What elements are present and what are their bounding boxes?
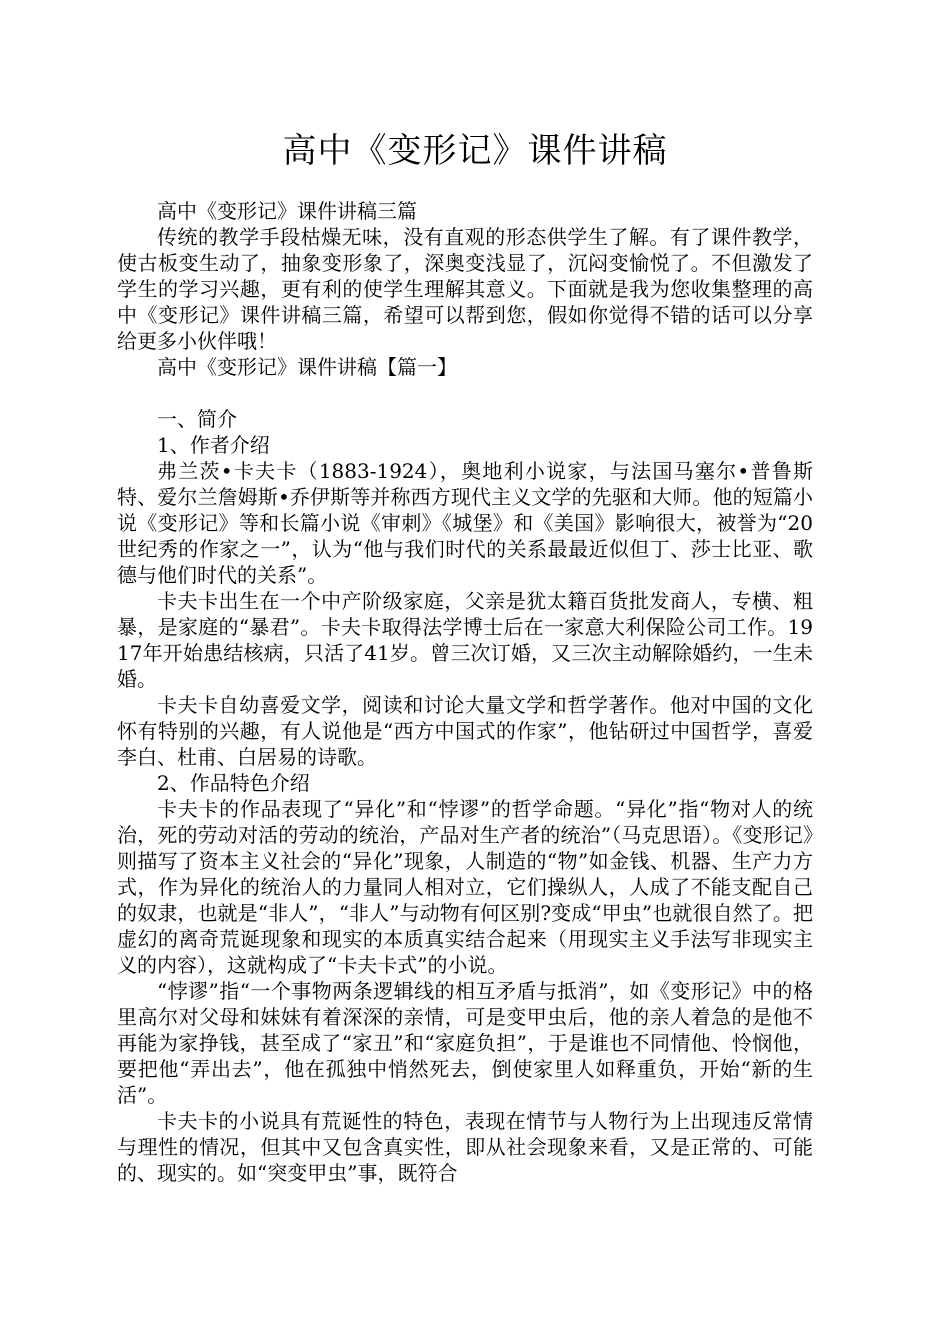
blank-line — [117, 380, 813, 406]
document-body — [117, 198, 813, 1186]
intro-paragraph: 传统的教学手段枯燥无味，没有直观的形态供学生了解。有了课件教学，使古板变生动了，抽象变形象了，深奥变浅显了，沉闷变愉悦了。不但激发了学生的学习兴趣，更有利的使学生理解其意义。下面就是我为您收集整理的高中《变形记》课件讲稿三篇，希望可以帮到您，假如你觉得不错的话可以分享给更多小伙伴哦！ — [117, 225, 813, 353]
document-title: 高中《变形记》课件讲稿 — [282, 131, 668, 171]
author-paragraph-3: 卡夫卡自幼喜爱文学，阅读和讨论大量文学和哲学著作。他对中国的文化怀有特别的兴趣，有人说他是“西方中国式的作家”，他钻研过中国哲学，喜爱李白、杜甫、白居易的诗歌。 — [117, 693, 813, 769]
works-paragraph-2: “悖谬”指“一个事物两条逻辑线的相互矛盾与抵消”，如《变形记》中的格里高尔对父母和妹妹有着深深的亲情，可是变甲虫后，他的亲人着急的是他不再能为家挣钱，甚至成了“家丑”和“家庭负担”，于是谁也不同情他、怜悯他，要把他“弄出去”，他在孤独中悄然死去，倒使家里人如释重负，开始“新的生活”。 — [117, 979, 813, 1107]
heading-author: 1、作者介绍 — [157, 433, 270, 457]
works-paragraph-1: 卡夫卡的作品表现了“异化”和“悖谬”的哲学命题。“异化”指“物对人的统治，死的劳动对活的劳动的统治，产品对生产者的统治”（马克思语）。《变形记》则描写了资本主义社会的“异化”现象，人制造的“物”如金钱、机器、生产力方式，作为异化的统治人的力量同人相对立，它们操纵人，人成了不能支配自己的奴隶，也就是“非人”，“非人”与动物有何区别?变成“甲虫”也就很自然了。把虚幻的离奇荒诞现象和现实的本质真实结合起来（用现实主义手法写非现实主义的内容），这就构成了“卡夫卡式”的小说。 — [117, 797, 813, 977]
author-paragraph-1: 弗兰茨•卡夫卡（1883-1924），奥地利小说家，与法国马塞尔•普鲁斯特、爱尔兰詹姆斯•乔伊斯等并称西方现代主义文学的先驱和大师。他的短篇小说《变形记》等和长篇小说《审刺》《城堡》和《美国》影响很大，被誉为“20世纪秀的作家之一”，认为“他与我们时代的关系最最近似但丁、莎士比亚、歌德与他们时代的关系”。 — [117, 459, 813, 587]
heading-works: 2、作品特色介绍 — [157, 771, 310, 795]
author-paragraph-2: 卡夫卡出生在一个中产阶级家庭，父亲是犹太籍百货批发商人，专横、粗暴，是家庭的“暴君”。卡夫卡取得法学博士后在一家意大利保险公司工作。1917年开始患结核病，只活了41岁。曾三次订婚，又三次主动解除婚约，一生未婚。 — [117, 589, 813, 691]
works-paragraph-3: 卡夫卡的小说具有荒诞性的特色，表现在情节与人物行为上出现违反常情与理性的情况，但其中又包含真实性，即从社会现象来看，又是正常的、可能的、现实的。如“突变甲虫”事，既符合 — [117, 1109, 813, 1185]
section-heading-part-one: 高中《变形记》课件讲稿【篇一】 — [157, 355, 457, 379]
subtitle-paragraph: 高中《变形记》课件讲稿三篇 — [157, 199, 417, 223]
heading-introduction: 一、简介 — [157, 407, 237, 431]
